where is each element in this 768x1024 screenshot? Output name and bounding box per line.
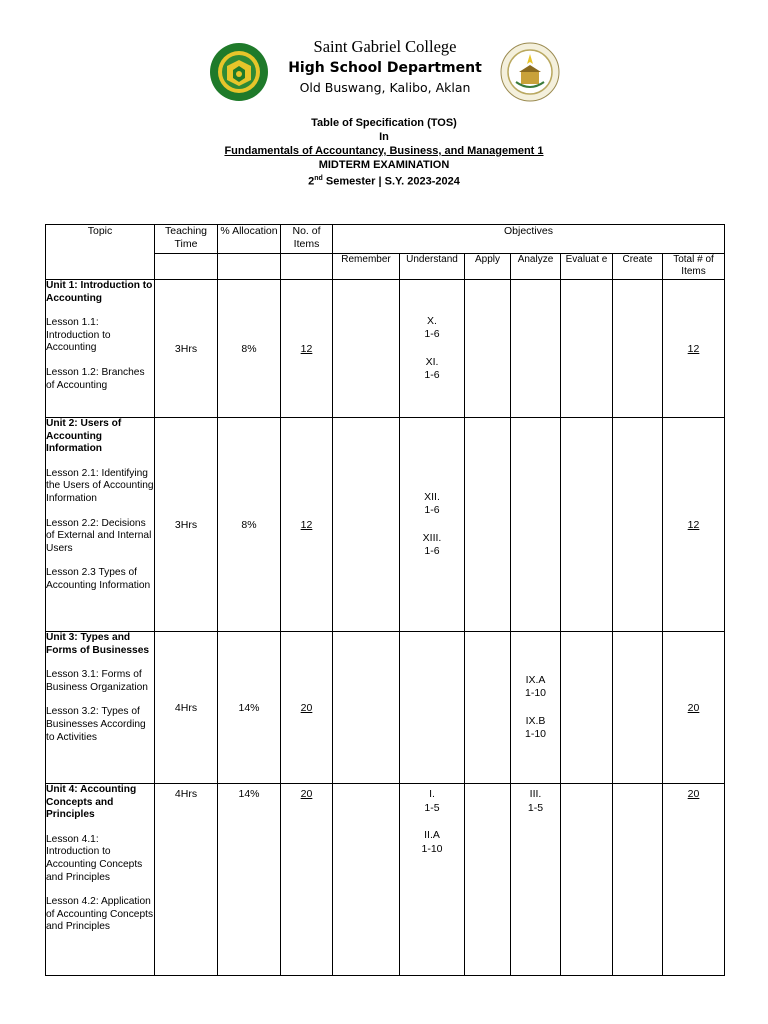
- document-title: [0, 116, 768, 189]
- remember-cell: [333, 632, 400, 784]
- no-of-items-cell: 20: [300, 788, 313, 800]
- teaching-time-cell: 3Hrs: [155, 418, 218, 632]
- subheader-understand: Understand: [400, 254, 465, 280]
- apply-cell: [465, 280, 511, 418]
- evaluate-cell: [561, 632, 613, 784]
- title-line-1: Table of Specification (TOS): [311, 117, 457, 129]
- teaching-time-cell: 3Hrs: [155, 280, 218, 418]
- table-row: [46, 632, 725, 784]
- analyze-cell: [511, 280, 561, 418]
- topic-cell: [46, 784, 155, 976]
- subject-title: Fundamentals of Accountancy, Business, and Management 1: [224, 145, 544, 157]
- unit-title: Unit 3: Types and Forms of Businesses: [46, 632, 150, 656]
- create-cell: [613, 632, 663, 784]
- header-no-of-items: No. of Items: [281, 225, 333, 254]
- subheader-total-items: Total # of Items: [663, 254, 725, 280]
- header-blank: [218, 254, 281, 280]
- understand-cell: I. 1-5 II.A 1-10: [400, 784, 465, 976]
- no-of-items-cell: 12: [300, 342, 313, 355]
- college-name: Saint Gabriel College: [313, 37, 457, 56]
- exam-type: MIDTERM EXAMINATION: [318, 159, 450, 171]
- subheader-create: Create: [613, 254, 663, 280]
- unit-title: Unit 4: Accounting Concepts and Principles: [46, 784, 137, 821]
- subheader-apply: Apply: [465, 254, 511, 280]
- lesson-item: Lesson 4.2: Application of Accounting Concepts and Principles: [46, 896, 154, 933]
- table-row: [46, 418, 725, 632]
- lesson-item: Lesson 1.1: Introduction to Accounting: [46, 317, 111, 354]
- remember-cell: [333, 418, 400, 632]
- college-address: Old Buswang, Kalibo, Aklan: [299, 80, 471, 95]
- evaluate-cell: [561, 418, 613, 632]
- header-allocation: % Allocation: [218, 225, 281, 254]
- unit-title: Unit 2: Users of Accounting Information: [46, 418, 122, 455]
- analyze-cell: [511, 418, 561, 632]
- topic-cell: [46, 280, 155, 418]
- subheader-analyze: Analyze: [511, 254, 561, 280]
- allocation-cell: 8%: [218, 418, 281, 632]
- total-items-cell: 12: [687, 342, 700, 355]
- teaching-time-cell: 4Hrs: [155, 784, 218, 976]
- header-topic: Topic: [46, 225, 155, 280]
- table-row: [46, 784, 725, 976]
- subheader-evaluate: Evaluat e: [561, 254, 613, 280]
- understand-cell: X. 1-6 XI. 1-6: [400, 280, 465, 418]
- letterhead: [0, 36, 768, 106]
- allocation-cell: 8%: [218, 280, 281, 418]
- tos-table: [45, 224, 725, 976]
- table-row: [46, 280, 725, 418]
- header-blank: [155, 254, 218, 280]
- apply-cell: [465, 784, 511, 976]
- subheader-remember: Remember: [333, 254, 400, 280]
- analyze-cell: IX.A 1-10 IX.B 1-10: [511, 632, 561, 784]
- header-objectives: Objectives: [333, 225, 725, 254]
- evaluate-cell: [561, 280, 613, 418]
- total-items-cell: 12: [687, 518, 700, 531]
- understand-cell: XII. 1-6 XIII. 1-6: [400, 418, 465, 632]
- apply-cell: [465, 632, 511, 784]
- lesson-item: Lesson 3.1: Forms of Business Organization: [46, 669, 148, 693]
- apply-cell: [465, 418, 511, 632]
- evaluate-cell: [561, 784, 613, 976]
- no-of-items-cell: 12: [300, 518, 313, 531]
- create-cell: [613, 784, 663, 976]
- semester-line: 2nd Semester | S.Y. 2023-2024: [308, 175, 460, 188]
- understand-cell: [400, 632, 465, 784]
- college-seal-icon: [209, 42, 269, 102]
- total-items-cell: 20: [687, 701, 700, 714]
- topic-cell: [46, 418, 155, 632]
- high-school-seal-icon: [500, 42, 560, 102]
- lesson-item: Lesson 3.2: Types of Businesses According to Activities: [46, 706, 146, 743]
- create-cell: [613, 280, 663, 418]
- teaching-time-cell: 4Hrs: [155, 632, 218, 784]
- header-teaching-time: Teaching Time: [155, 225, 218, 254]
- topic-cell: [46, 632, 155, 784]
- lesson-item: Lesson 2.3 Types of Accounting Information: [46, 567, 151, 591]
- remember-cell: [333, 280, 400, 418]
- unit-title: Unit 1: Introduction to Accounting: [46, 280, 153, 304]
- allocation-cell: 14%: [218, 784, 281, 976]
- lesson-item: Lesson 2.2: Decisions of External and Internal Users: [46, 517, 152, 554]
- header-blank: [281, 254, 333, 280]
- title-line-2: In: [379, 131, 389, 143]
- create-cell: [613, 418, 663, 632]
- total-items-cell: 20: [687, 788, 700, 800]
- no-of-items-cell: 20: [300, 701, 313, 714]
- lesson-item: Lesson 4.1: Introduction to Accounting Concepts and Principles: [46, 833, 143, 883]
- lesson-item: Lesson 2.1: Identifying the Users of Accounting Information: [46, 467, 154, 504]
- analyze-cell: III. 1-5: [511, 784, 561, 976]
- remember-cell: [333, 784, 400, 976]
- allocation-cell: 14%: [218, 632, 281, 784]
- lesson-item: Lesson 1.2: Branches of Accounting: [46, 366, 145, 391]
- department-name: High School Department: [288, 60, 482, 76]
